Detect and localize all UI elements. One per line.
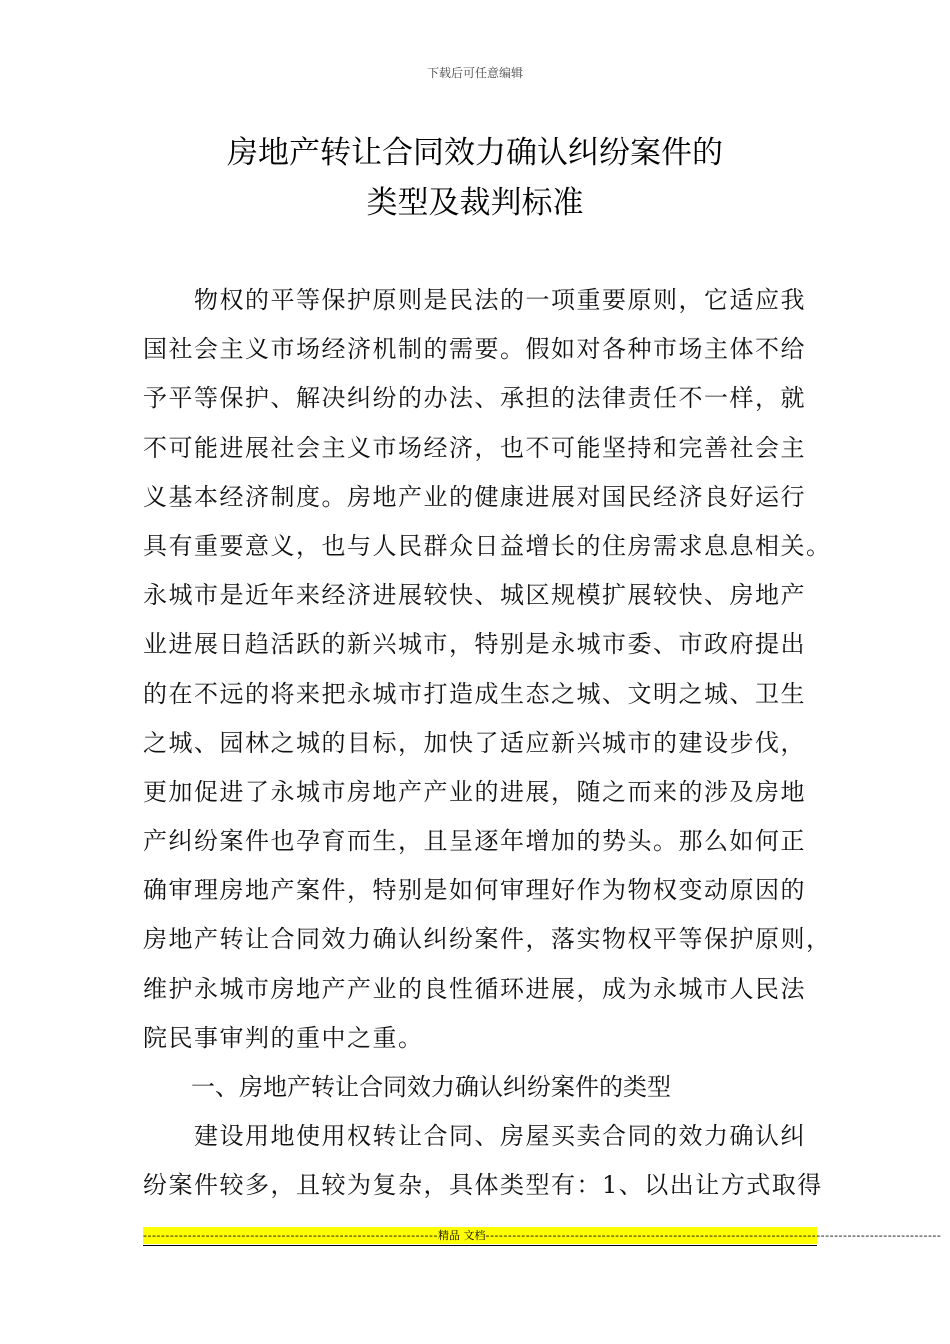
paragraph-line: 予平等保护、解决纠纷的办法、承担的法律责任不一样，就 [143,384,806,413]
paragraph-line: 义基本经济制度。房地产业的健康进展对国民经济良好运行 [143,482,806,511]
section-heading: 一、房地产转让合同效力确认纠纷案件的类型 [143,1073,671,1101]
paragraph-line: 产纠纷案件也孕育而生，且呈逐年增加的势头。那么如何正 [143,827,806,856]
paragraph-line: 之城、园林之城的目标，加快了适应新兴城市的建设步伐， [143,728,806,757]
paragraph-line: 房地产转让合同效力确认纠纷案件，落实物权平等保护原则， [143,925,832,954]
title-line-2: 类型及裁判标准 [366,185,584,221]
paragraph-line: 物权的平等保护原则是民法的一项重要原则，它适应我 [143,286,806,314]
footer-banner [143,1227,942,1244]
footer-label: 精品 文档 [437,1229,486,1242]
footer-dashes-left: ------------------------------------------------------------------ [143,1229,438,1242]
paragraph-line: 永城市是近年来经济进展较快、城区规模扩展较快、房地产 [143,581,806,610]
paragraph-line: 更加促进了永城市房地产产业的进展，随之而来的涉及房地 [143,777,806,806]
paragraph-line: 的在不远的将来把永城市打造成生态之城、文明之城、卫生 [143,679,806,708]
paragraph-line: 不可能进展社会主义市场经济，也不可能坚持和完善社会主 [143,433,806,462]
paragraph-line: 建设用地使用权转让合同、房屋买卖合同的效力确认纠 [143,1122,806,1151]
paragraph-line: 维护永城市房地产产业的良性循环进展，成为永城市人民法 [143,974,806,1003]
paragraph-line: 具有重要意义，也与人民群众日益增长的住房需求息息相关。 [143,531,832,560]
footer-rule [143,1245,817,1246]
footer-dashes-right: ------------------------------------------------------------------------------------------------------ [485,1229,942,1242]
paragraph-line: 纷案件较多，且较为复杂，具体类型有：1、以出让方式取得 [143,1171,823,1200]
paragraph-line: 国社会主义市场经济机制的需要。假如对各种市场主体不给 [143,335,806,364]
document-title [0,128,950,228]
header-note: 下载后可任意编辑 [426,66,523,80]
paragraph-line: 院民事审判的重中之重。 [143,1023,424,1052]
body-text [143,282,832,1217]
title-line-1: 房地产转让合同效力确认纠纷案件的 [227,135,723,171]
paragraph-line: 业进展日趋活跃的新兴城市，特别是永城市委、市政府提出 [143,630,806,659]
paragraph-line: 确审理房地产案件，特别是如何审理好作为物权变动原因的 [143,876,806,905]
